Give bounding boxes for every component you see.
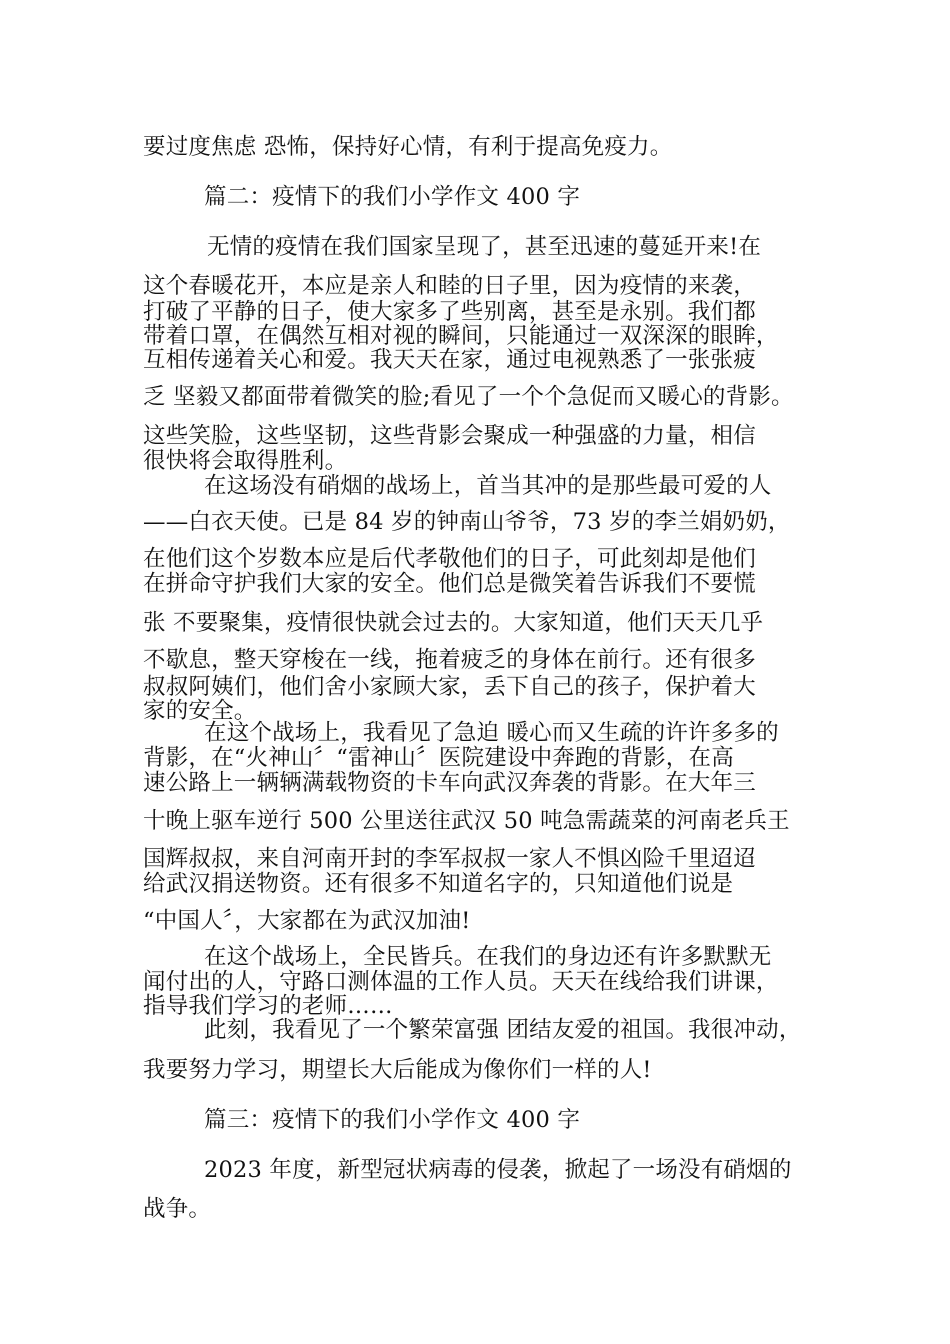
text-line: 打破了平静的日子，使大家多了些别离，甚至是永别。我们都: [143, 299, 756, 325]
text-line: 无情的疫情在我们国家呈现了，甚至迅速的蔓延开来!在: [207, 234, 762, 260]
text-line: 2023 年度，新型冠状病毒的侵袭，掀起了一场没有硝烟的: [204, 1157, 792, 1183]
text-line: 给武汉捐送物资。还有很多不知道名字的，只知道他们说是: [143, 871, 734, 897]
text-line: 背影，在“火神山〞“雷神山〞医院建设中奔跑的背影，在高: [143, 745, 734, 771]
text-line: 家的安全。: [143, 698, 257, 724]
text-line: 在这场没有硝烟的战场上，首当其冲的是那些最可爱的人: [204, 473, 772, 499]
text-line: 张 不要聚集，疫情很快就会过去的。大家知道，他们天天几乎: [143, 610, 764, 636]
text-line: “中国人〞，大家都在为武汉加油!: [143, 908, 471, 934]
text-line: 在这个战场上，全民皆兵。在我们的身边还有许多默默无: [204, 944, 772, 970]
text-line: 这个春暖花开，本应是亲人和睦的日子里，因为疫情的来袭，: [143, 273, 756, 299]
text-line: 这些笑脸，这些坚韧，这些背影会聚成一种强盛的力量，相信: [143, 423, 756, 449]
text-line: 在拼命守护我们大家的安全。他们总是微笑着告诉我们不要慌: [143, 571, 756, 597]
text-line: 不歇息，整天穿梭在一线，拖着疲乏的身体在前行。还有很多: [143, 647, 756, 673]
text-line: 十晚上驱车逆行 500 公里送往武汉 50 吨急需蔬菜的河南老兵王: [143, 808, 790, 834]
text-line: 此刻，我看见了一个繁荣富强 团结友爱的祖国。我很冲动，: [204, 1017, 802, 1043]
text-line: 战争。: [143, 1196, 212, 1222]
text-line: 要过度焦虑 恐怖，保持好心情，有利于提高免疫力。: [143, 134, 673, 160]
text-line: 带着口罩，在偶然互相对视的瞬间，只能通过一双深深的眼眸，: [143, 323, 779, 349]
text-line: 在这个战场上，我看见了急迫 暖心而又生疏的许许多多的: [204, 720, 779, 746]
text-line: 叔叔阿姨们，他们舍小家顾大家，丢下自己的孩子，保护着大: [143, 674, 756, 700]
text-line: 互相传递着关心和爱。我天天在家，通过电视熟悉了一张张疲: [143, 347, 756, 373]
text-line: 闻付出的人，守路口测体温的工作人员。天天在线给我们讲课，: [143, 969, 779, 995]
text-line: ——白衣天使。已是 84 岁的钟南山爷爷，73 岁的李兰娟奶奶，: [143, 509, 791, 535]
text-line: 在他们这个岁数本应是后代孝敬他们的日子，可此刻却是他们: [143, 546, 756, 572]
section-heading: 篇二：疫情下的我们小学作文 400 字: [204, 184, 581, 210]
text-line: 很快将会取得胜利。: [143, 448, 348, 474]
text-line: 我要努力学习，期望长大后能成为像你们一样的人!: [143, 1057, 652, 1083]
text-line: 速公路上一辆辆满载物资的卡车向武汉奔袭的背影。在大年三: [143, 770, 756, 796]
text-line: 国辉叔叔，来自河南开封的李军叔叔一家人不惧凶险千里迢迢: [143, 846, 756, 872]
text-line: 乏 坚毅又都面带着微笑的脸;看见了一个个急促而又暖心的背影。: [143, 384, 794, 410]
text-line: 指导我们学习的老师……: [143, 993, 393, 1019]
section-heading: 篇三：疫情下的我们小学作文 400 字: [204, 1107, 581, 1133]
